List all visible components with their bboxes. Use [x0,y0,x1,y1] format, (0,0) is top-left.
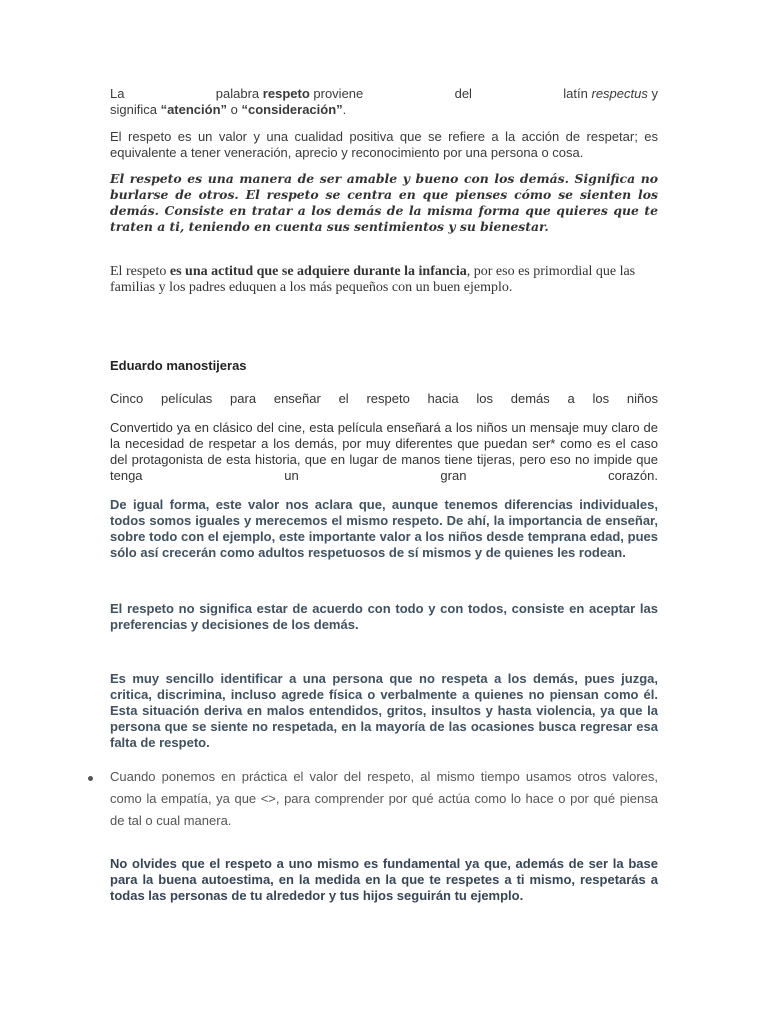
paragraph-manner: El respeto es una manera de ser amable y bueno con los demás. Significa no burlarse de otros. El respeto se centra en que pienses cómo se sienten los demás. Consiste en tratar a los demás de la misma forma que quieres que te traten a ti, teniendo en cuenta sus sentimientos y su bienestar. [110,171,658,234]
origin-line-2: significa “atención” o “consideración”. [110,102,347,117]
paragraph-selfrespect: No olvides que el respeto a uno mismo es fundamental ya que, además de ser la base para la buena autoestima, en la medida en la que te respetes a ti mismo, respetarás a todas las personas de tu alrededor y tus hijos seguirán tu ejemplo. [110,856,658,903]
bullet-icon [88,776,93,781]
paragraph-equality: De igual forma, este valor nos aclara que, aunque tenemos diferencias individuales, todos somos iguales y merecemos el mismo respeto. De ahí, la importancia de enseñar, sobre todo con el ejemplo, este importante valor a los niños desde temprana edad, pues sólo así crecerán como adultos respetuosos de sí mismos y de quienes les rodean. [110,497,658,560]
word-italic: respectus [591,86,648,101]
word: La [110,86,125,101]
paragraph-origin [110,86,658,118]
paragraph-identify: Es muy sencillo identificar a una persona que no respeta a los demás, pues juzga, critica, discrimina, incluso agrede física o verbalmente a quienes no piensan como él. Esta situación deriva en malos entendidos, gritos, insultos y hasta violencia, ya que la persona que se siente no respetada, en la mayoría de las ocasiones busca regresar esa falta de respeto. [110,671,658,750]
paragraph-movies: Cinco películas para enseñar el respeto hacia los demás a los niños [110,391,658,406]
paragraph-film: Convertido ya en clásico del cine, esta película enseñará a los niños un mensaje muy claro de la necesidad de respetar a los demás, por muy diferentes que puedan ser* como es el caso del protagonista de esta historia, que en lugar de manos tiene tijeras, pero eso no impide que tenga un gran corazón. [110,420,658,483]
paragraph-agreement: El respeto no significa estar de acuerdo con todo y con todos, consiste en aceptar las preferencias y decisiones de los demás. [110,601,658,632]
paragraph-attitude: El respeto es una actitud que se adquiere durante la infancia, por eso es primordial que las familias y los padres eduquen a los más pequeños con un buen ejemplo. [110,264,636,295]
list-item: Cuando ponemos en práctica el valor del respeto, al mismo tiempo usamos otros valores, como la empatía, ya que <>, para comprender por qué actúa como lo hace o por qué piensa de tal o cual manera. [110,769,658,828]
word: palabra respeto proviene [215,86,364,101]
word: del [454,86,472,101]
origin-line-1 [110,86,658,102]
word-bold: respeto [262,86,310,101]
paragraph-definition: El respeto es un valor y una cualidad positiva que se refiere a la acción de respetar; es equivalente a tener veneración, aprecio y reconocimiento por una persona o cosa. [110,129,658,160]
section-heading: Eduardo manostijeras [110,358,247,373]
word: latín respectus y [563,86,658,101]
